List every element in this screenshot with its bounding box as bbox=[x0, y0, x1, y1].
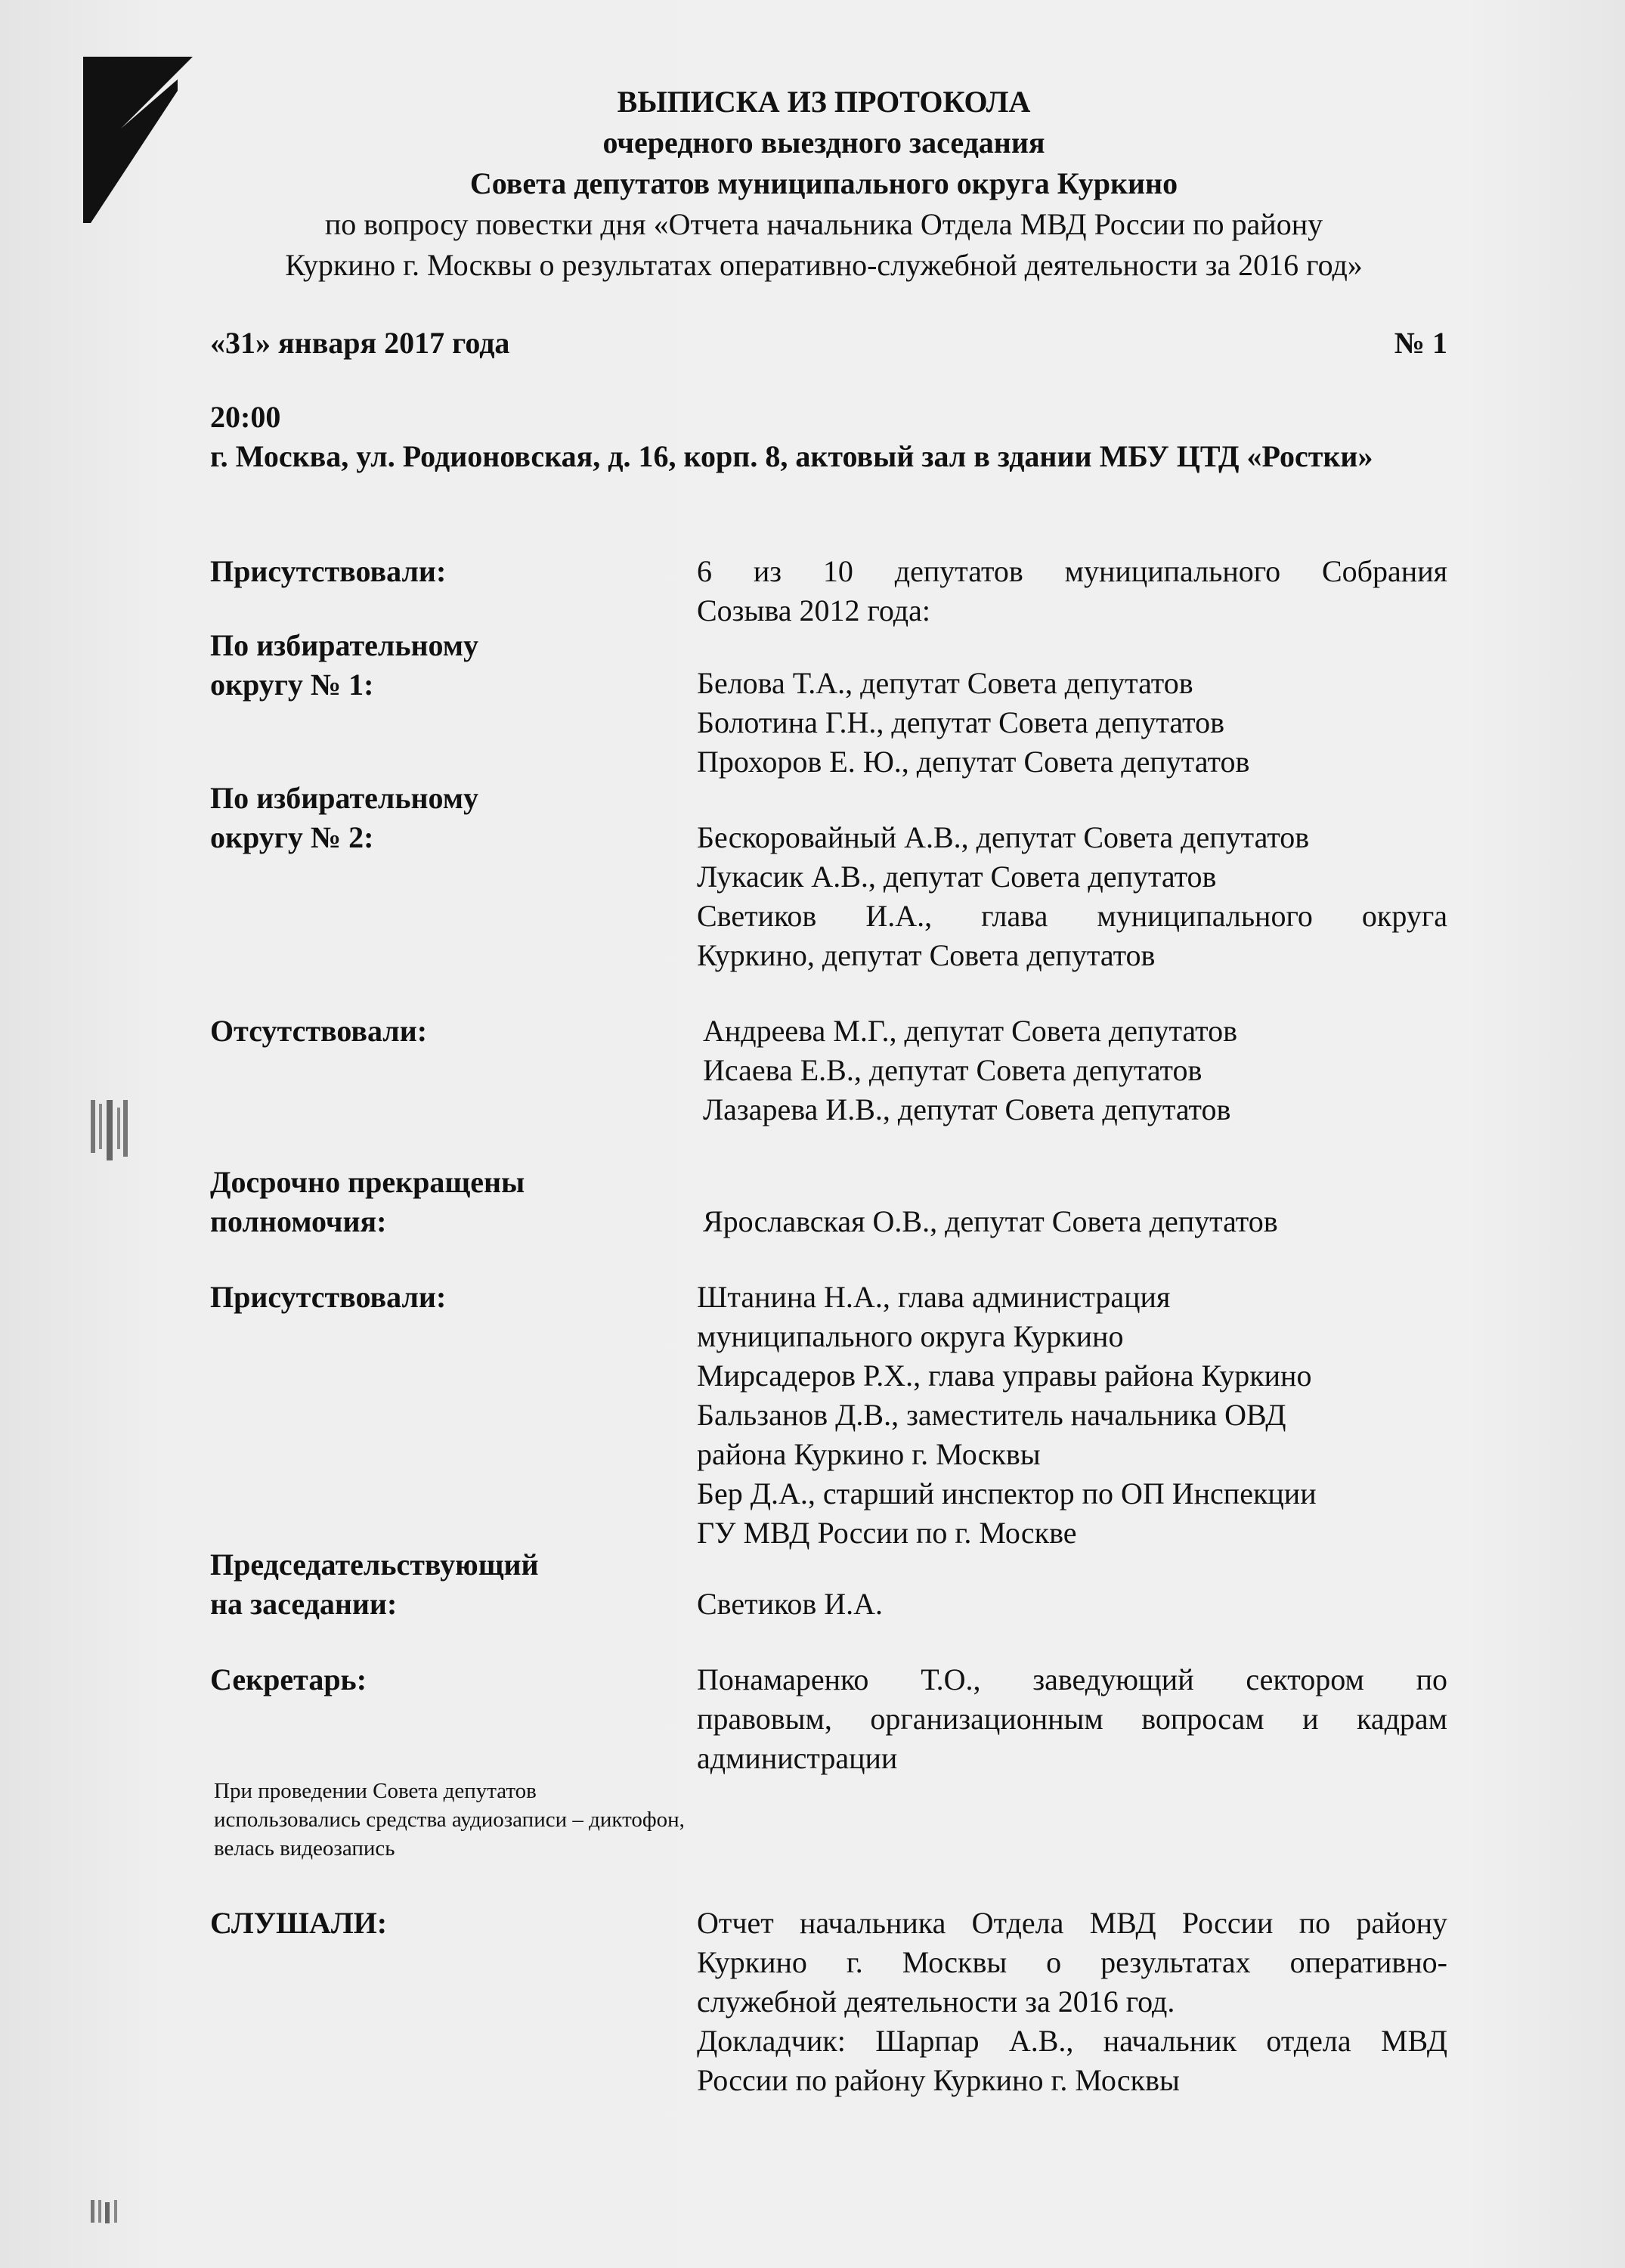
deputy-entry: Исаева Е.В., депутат Совета депутатов bbox=[703, 1053, 1202, 1087]
chair-value: Светиков И.А. bbox=[697, 1587, 884, 1621]
guest-line: Бер Д.А., старший инспектор по ОП Инспекции bbox=[697, 1476, 1317, 1510]
note-line: При проведении Совета депутатов bbox=[214, 1779, 537, 1803]
document-title: ВЫПИСКА ИЗ ПРОТОКОЛА bbox=[617, 85, 1031, 119]
scan-artifact-mark bbox=[87, 1096, 132, 1164]
present-summary bbox=[697, 552, 1447, 631]
heard-line: служебной деятельности за 2016 год. bbox=[697, 1984, 1175, 2019]
chair-label-line: Председательствующий bbox=[210, 1548, 539, 1582]
document-header bbox=[181, 82, 1466, 286]
deputy-entry: Лазарева И.В., депутат Совета депутатов bbox=[703, 1092, 1231, 1126]
terminated-label bbox=[210, 1163, 525, 1241]
guest-line: ГУ МВД России по г. Москве bbox=[697, 1516, 1077, 1550]
district1-label-line: округу № 1: bbox=[210, 668, 374, 702]
date-line bbox=[210, 325, 1447, 361]
meeting-type: очередного выездного заседания bbox=[602, 125, 1045, 160]
deputy-entry: Прохоров Е. Ю., депутат Совета депутатов bbox=[697, 745, 1250, 779]
district2-label bbox=[210, 779, 478, 857]
council-name: Совета депутатов муниципального округа Куркино bbox=[469, 166, 1178, 200]
secretary-line: Понамаренко Т.О., заведующий сектором по bbox=[697, 1662, 1447, 1696]
heard-line: России по району Куркино г. Москвы bbox=[697, 2063, 1180, 2097]
recording-note bbox=[214, 1777, 685, 1863]
district2-label-line: округу № 2: bbox=[210, 820, 374, 854]
secretary-line: администрации bbox=[697, 1741, 898, 1775]
deputy-entry: Куркино, депутат Совета депутатов bbox=[697, 938, 1156, 972]
meeting-time: 20:00 bbox=[210, 400, 281, 434]
secretary-label: Секретарь: bbox=[210, 1662, 367, 1696]
scan-artifact-mark bbox=[87, 2196, 132, 2226]
deputy-entry: Болотина Г.Н., депутат Совета депутатов bbox=[697, 705, 1224, 739]
district1-label bbox=[210, 626, 478, 705]
guest-line: района Куркино г. Москвы bbox=[697, 1437, 1041, 1471]
guest-line: муниципального округа Куркино bbox=[697, 1319, 1124, 1353]
heard-value bbox=[697, 1904, 1447, 2100]
heard-line: Докладчик: Шарпар А.В., начальник отдела МВД bbox=[697, 2024, 1447, 2058]
district1-members bbox=[697, 664, 1447, 782]
deputy-entry: Белова Т.А., депутат Совета депутатов bbox=[697, 666, 1193, 700]
district1-label-line: По избирательному bbox=[210, 628, 479, 662]
agenda-line-1: по вопросу повестки дня «Отчета начальника Отдела МВД России по району bbox=[324, 207, 1323, 241]
note-line: использовались средства аудиозаписи – диктофон, bbox=[214, 1808, 685, 1832]
emblem-logo bbox=[79, 49, 193, 223]
district2-label-line: По избирательному bbox=[210, 781, 479, 815]
absent-members bbox=[703, 1012, 1453, 1129]
present-summary-line: Созыва 2012 года: bbox=[697, 593, 930, 627]
secretary-value bbox=[697, 1660, 1447, 1778]
note-line: велась видеозапись bbox=[214, 1836, 395, 1861]
protocol-number: № 1 bbox=[1394, 326, 1447, 360]
meeting-address: г. Москва, ул. Родионовская, д. 16, корп. 8, актовый зал в здании МБУ ЦТД «Ростки» bbox=[210, 439, 1373, 473]
district2-members bbox=[697, 818, 1447, 975]
chair-label-line: на заседании: bbox=[210, 1587, 398, 1621]
heard-label: СЛУШАЛИ: bbox=[210, 1906, 388, 1940]
meeting-date: «31» января 2017 года bbox=[210, 326, 510, 360]
terminated-value: Ярославская О.В., депутат Совета депутатов bbox=[703, 1204, 1278, 1238]
guest-line: Бальзанов Д.В., заместитель начальника ОВД bbox=[697, 1398, 1286, 1432]
guest-line: Мирсадеров Р.Х., глава управы района Куркино bbox=[697, 1359, 1312, 1393]
terminated-label-line: Досрочно прекращены bbox=[210, 1165, 525, 1199]
secretary-line: правовым, организационным вопросам и кадрам bbox=[697, 1702, 1447, 1736]
absent-label: Отсутствовали: bbox=[210, 1014, 428, 1048]
guests-list bbox=[697, 1278, 1447, 1553]
guest-line: Штанина Н.А., глава администрация bbox=[697, 1280, 1171, 1314]
guests-label: Присутствовали: bbox=[210, 1280, 447, 1314]
heard-line: Куркино г. Москвы о результатах оперативно- bbox=[697, 1945, 1447, 1979]
deputy-entry: Светиков И.А., глава муниципального округа bbox=[697, 899, 1447, 933]
deputy-entry: Бескоровайный А.В., депутат Совета депутатов bbox=[697, 820, 1310, 854]
agenda-line-2: Куркино г. Москвы о результатах оперативно-служебной деятельности за 2016 год» bbox=[285, 248, 1363, 282]
chair-label bbox=[210, 1545, 539, 1624]
present-summary-line: 6 из 10 депутатов муниципального Собрания bbox=[697, 554, 1447, 588]
terminated-label-line: полномочия: bbox=[210, 1204, 387, 1238]
present-label: Присутствовали: bbox=[210, 554, 447, 588]
deputy-entry: Андреева М.Г., депутат Совета депутатов bbox=[703, 1014, 1237, 1048]
heard-line: Отчет начальника Отдела МВД России по району bbox=[697, 1906, 1447, 1940]
deputy-entry: Лукасик А.В., депутат Совета депутатов bbox=[697, 860, 1217, 894]
